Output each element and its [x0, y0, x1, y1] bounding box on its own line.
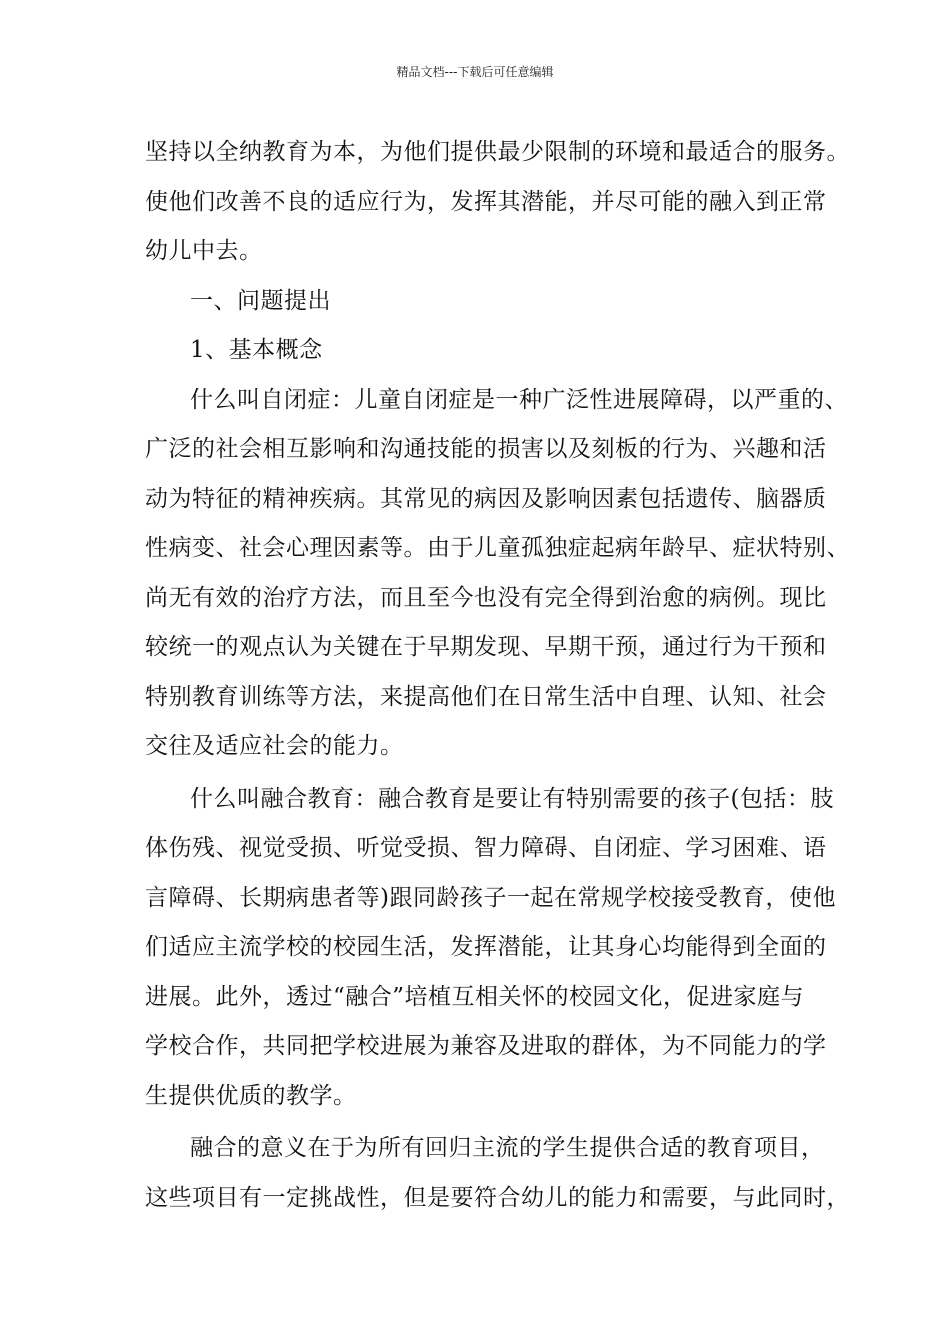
page-header: 精品文档---下载后可任意编辑 [396, 65, 554, 79]
paragraph-line: 什么叫融合教育：融合教育是要让有特别需要的孩子(包括：肢 [190, 786, 834, 812]
paragraph-line: 交往及适应社会的能力。 [145, 733, 404, 759]
subsection-heading: 1、基本概念 [190, 337, 323, 363]
paragraph-line: 融合的意义在于为所有回归主流的学生提供合适的教育项目， [190, 1135, 825, 1161]
paragraph-line: 性病变、社会心理因素等。由于儿童孤独症起病年龄早、症状特别、 [145, 535, 850, 561]
paragraph-line: 体伤残、视觉受损、听觉受损、智力障碍、自闭症、学习困难、语 [145, 835, 827, 861]
paragraph-line: 们适应主流学校的校园生活，发挥潜能，让其身心均能得到全面的 [145, 934, 827, 960]
paragraph-line: 尚无有效的治疗方法，而且至今也没有完全得到治愈的病例。现比 [145, 585, 827, 611]
paragraph-line: 坚持以全纳教育为本，为他们提供最少限制的环境和最适合的服务。 [145, 139, 850, 165]
paragraph-line: 生提供优质的教学。 [145, 1083, 357, 1109]
section-heading: 一、问题提出 [190, 288, 331, 314]
paragraph-line: 较统一的观点认为关键在于早期发现、早期干预，通过行为干预和 [145, 634, 827, 660]
paragraph-line: 什么叫自闭症：儿童自闭症是一种广泛性进展障碍，以严重的、 [190, 387, 848, 413]
paragraph-line: 进展。此外，透过“融合”培植互相关怀的校园文化，促进家庭与 [145, 984, 805, 1010]
paragraph-line: 言障碍、长期病患者等)跟同龄孩子一起在常规学校接受教育，使他 [145, 885, 836, 911]
paragraph-line: 特别教育训练等方法，来提高他们在日常生活中自理、认知、社会 [145, 684, 827, 710]
paragraph-line: 学校合作，共同把学校进展为兼容及进取的群体，为不同能力的学 [145, 1033, 827, 1059]
paragraph-line: 这些项目有一定挑战性，但是要符合幼儿的能力和需要，与此同时， [145, 1185, 850, 1211]
paragraph-line: 广泛的社会相互影响和沟通技能的损害以及刻板的行为、兴趣和活 [145, 436, 827, 462]
paragraph-line: 动为特征的精神疾病。其常见的病因及影响因素包括遗传、脑器质 [145, 486, 827, 512]
paragraph-line: 使他们改善不良的适应行为，发挥其潜能，并尽可能的融入到正常 [145, 189, 827, 215]
paragraph-line: 幼儿中去。 [145, 238, 263, 264]
